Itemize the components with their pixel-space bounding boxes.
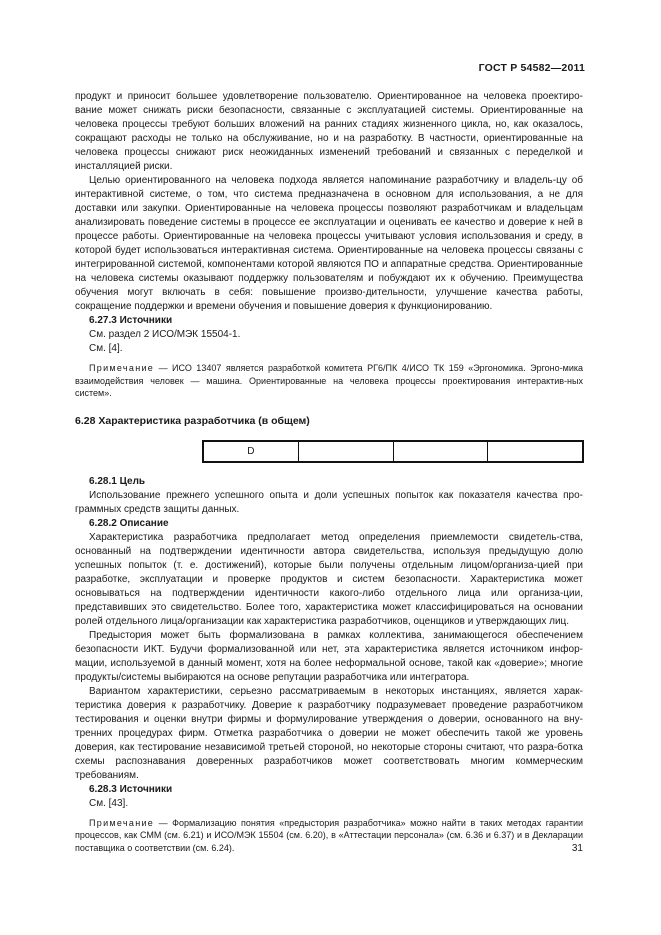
paragraph: Вариантом характеристики, серьезно рассматриваемым в некоторых инстанциях, является харак-теристика доверия к разработчику. Доверие к разработчику подразумевает проведение разработчиком тестирования и оценки внутри фирмы и формулирование утверждения о доверии, основанного на вну-тренних процедурах фирм. Отметка разработчика о доверии не может обеспечить такой же уровень доверия, как тестирование независимой третьей стороной, но некоторые стороны считают, что разра-ботка схемы распознавания доверенных разработчиков может соответствовать многим коммерческим требованиям. [75, 685, 583, 781]
paragraph: Целью ориентированного на человека подхода является напоминание разработчику и владель-цу об интерактивной системе, о том, что система предназначена в основном для использования, а не для доставки или закупки. Ориентированные на человека процессы позволяют разработчикам и владельцам анализировать поведение системы в процессе ее эксплуатации и оценивать ее качество и доверие к ней в процессе работы. Ориентированные на человека процессы учитывают условия использования и среду, в которой будет использоваться интерактивная система. Ориентированные на человека процессы связаны с интегрированной системой, компонентами которой являются ПО и аппаратные средства. Ориентированные на человека системы оказывают поддержку пользователям и побуждают их к обучению. Преимущества обучения могут включать в себя: повышение произво-дительности, улучшение качества работы, сокращение поддержки и времени обучения и повышение доверия к функционированию. [75, 175, 583, 312]
scale-cell: D [247, 445, 255, 457]
section-title: 6.28 Характеристика разработчика (в общем) [75, 414, 310, 427]
subsection-heading: 6.28.1 Цель [89, 475, 146, 487]
paragraph: Использование прежнего успешного опыта и доли успешных попыток как показателя качества про-граммных средств защиты данных. [75, 489, 583, 515]
note-text: — Формализацию понятия «предыстория разработчика» можно найти в таких методах гарантии процессов, как СММ (см. 6.21) и ИСО/МЭК 15504 (см. 6.20), в «Аттестации персонала» (см. 6.36 и 6.37) и в Декларации поставщика о соответствии (см. 6.24). [75, 817, 583, 853]
subsection-heading: 6.28.2 Описание [89, 517, 169, 529]
paragraph: Предыстория может быть формализована в рамках коллектива, занимающегося обеспечением безопасности ИКТ. Будучи формализованной или нет, эта характеристика является источником инфор-мации, используемой в данный момент, хотя на более неформальной основе, такой как «доверие»; многие продукты/системы выбираются на основе репутации разработчика или интегратора. [75, 629, 583, 683]
note [75, 362, 583, 400]
note-label: Примечание [89, 817, 155, 828]
rating-scale [202, 440, 584, 463]
reference-line: См. раздел 2 ИСО/МЭК 15504-1. [89, 329, 241, 340]
note-label: Примечание [89, 363, 155, 373]
document-header: ГОСТ Р 54582—2011 [478, 62, 585, 74]
note [75, 817, 583, 855]
reference-line: См. [43]. [89, 797, 129, 809]
page-number: 31 [571, 843, 583, 854]
scale-cell [393, 442, 488, 461]
subsection-heading: 6.28.3 Источники [89, 783, 173, 795]
paragraph: Характеристика разработчика предполагает метод определения приемлемости свидетель-ства, основанный на подтверждении идентичности автора свидетельства, используя предыдущую долю успешных попыток (т. е. достижений), которые были получены отдельным лицом/организа-цией при разработке, эксплуатации и проверке продуктов и систем безопасности. Характеристика может основываться на подтверждении идентичности какого-либо отдельного лица или организа-ции, представивших это свидетельство. Более того, характеристика может классифицироваться на основании ролей отдельного лица/организации как характеристика разработчиков, оценщиков и утверждающих лиц. [75, 531, 583, 627]
scale-cell [487, 442, 582, 461]
page-content [75, 90, 583, 854]
reference-line: См. [4]. [89, 343, 123, 354]
scale-cell [298, 442, 393, 461]
subsection-heading: 6.27.3 Источники [89, 315, 173, 326]
note-text: — ИСО 13407 является разработкой комитета РГ6/ПК 4/ИСО ТК 159 «Эргономика. Эргоно-мика взаимодействия человек — машина. Ориентированные на человека процессы проектирования интерактив-ных систем». [75, 363, 583, 398]
paragraph: продукт и приносит большее удовлетворение пользователю. Ориентированное на человека проектиро-вание может снижать риски безопасности, связанные с эксплуатацией системы. Ориентированные на человека процессы требуют больших вложений на ранних стадиях жизненного цикла, но, как оказалось, сокращают расходы не только на обслуживание, но и на разработку. В частности, ориентированные на человека процессы снижают риск неожиданных изменений требований и связанных с переделкой и инсталляцией риски. [75, 91, 583, 172]
